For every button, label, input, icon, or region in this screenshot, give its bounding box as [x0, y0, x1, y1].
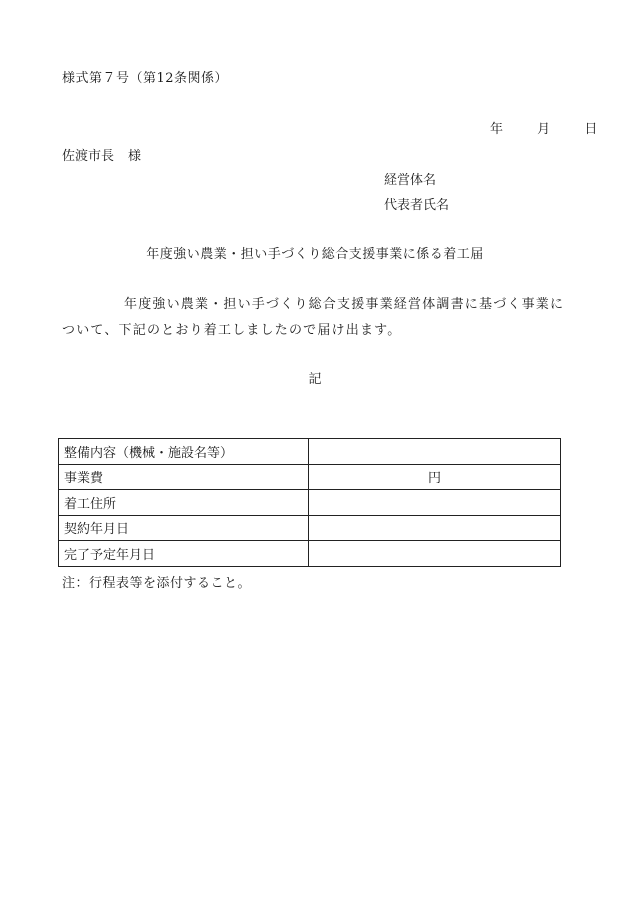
body-paragraph: 年度強い農業・担い手づくり総合支援事業経営体調書に基づく事業について、下記のとおり着工しましたので届け出ます。: [62, 297, 565, 338]
table-row-value: [309, 515, 561, 541]
table-row-label: 着工住所: [59, 490, 309, 516]
addressee-honorific: 様: [128, 149, 142, 164]
table-row-value: [309, 541, 561, 567]
addressee-name: 佐渡市長: [62, 149, 115, 164]
table-row: [59, 490, 561, 516]
table-row: [59, 515, 561, 541]
table-row-value: 円: [309, 464, 561, 490]
table-row: [59, 439, 561, 465]
table-row-label: 契約年月日: [59, 515, 309, 541]
form-number: 様式第７号（第12条関係）: [62, 71, 229, 86]
table-row-value: [309, 490, 561, 516]
table-row-label: 事業費: [59, 464, 309, 490]
addressee: [62, 145, 141, 164]
ki-heading: 記: [308, 372, 322, 387]
date-year-label: 年: [490, 122, 504, 137]
organization-name-label: 経営体名: [384, 173, 437, 188]
details-table: [58, 438, 561, 567]
table-row: [59, 541, 561, 567]
table-row-value: [309, 439, 561, 465]
date-month-label: 月: [537, 122, 551, 137]
table-row-label: 整備内容（機械・施設名等）: [59, 439, 309, 465]
document-title: 年度強い農業・担い手づくり総合支援事業に係る着工届: [146, 247, 484, 262]
table-row-label: 完了予定年月日: [59, 541, 309, 567]
table-row: [59, 464, 561, 490]
representative-name-label: 代表者氏名: [384, 198, 450, 213]
date-line: [490, 118, 597, 137]
attachment-note: 注：行程表等を添付すること。: [62, 576, 252, 591]
date-day-label: 日: [584, 122, 598, 137]
